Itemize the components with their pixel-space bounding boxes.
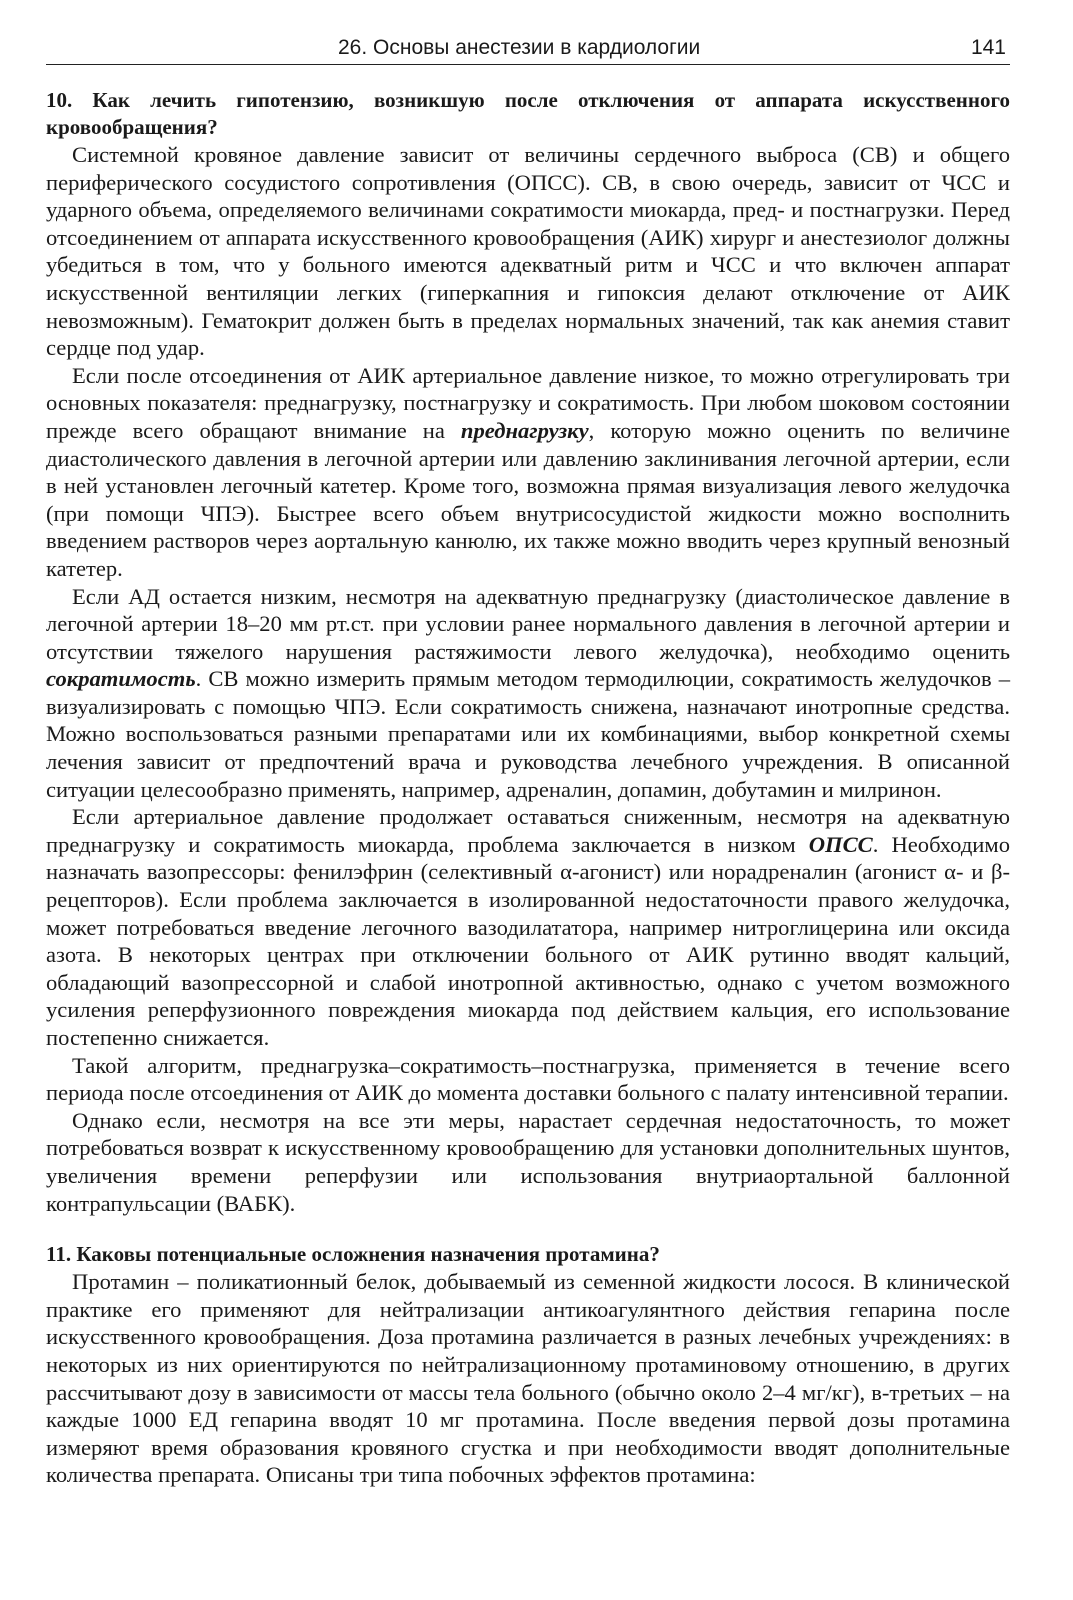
q11-paragraph-1: Протамин – поликатионный белок, добываемый из семенной жидкости лосося. В клинической практике его применяют для нейтрализации антикоагулянтного действия гепарина после искусственного кровообращения. Доза протамина различается в разных лечебных учреждениях: в некоторых из них ориентируются по нейтрализационному протаминовому отношению, в других рассчитывают дозу в зависимости от массы тела больного (обычно около 2–4 мг/кг), в-третьих – на каждые 1000 ЕД гепарина вводят 10 мг протамина. После введения первой дозы протамина измеряют время образования кровяного сгустка и при необходимости вводят дополнительные количества препарата. Описаны три типа побочных эффектов протамина: <box>46 1269 1010 1488</box>
term-contractility: сократимость <box>46 666 196 692</box>
page-number: 141 <box>970 36 1006 59</box>
q10-p2-text-a: Если после отсоединения от АИК артериальное давление низкое, то можно отрегулировать три основных показателя: преднагрузку, постнагрузку и сократимость. При любом шоковом состоянии прежде всего обращают внимание на <box>46 362 1010 443</box>
term-svr: ОПСС <box>808 831 873 857</box>
q10-paragraph-6: Однако если, несмотря на все эти меры, нарастает сердечная недостаточность, то может потребоваться возврат к искусственному кровообращению для установки дополнительных шунтов, увеличения времени реперфузии или использования внутриаортальной баллонной контрапульсации (ВАБК). <box>46 1107 1010 1216</box>
q10-p4-text-a: Если артериальное давление продолжает оставаться сниженным, несмотря на адекватную преднагрузку и сократимость миокарда, проблема заключается в низком <box>46 804 1010 857</box>
q10-paragraph-1: Системной кровяное давление зависит от величины сердечного выброса (СВ) и общего периферического сосудистого сопротивления (ОПСС). СВ, в свою очередь, зависит от ЧСС и ударного объема, определяемого величинами сократимости миокарда, пред- и постнагрузки. Перед отсоединением от аппарата искусственного кровообращения (АИК) хирург и анестезиолог должны убедиться в том, что у больного имеются адекватный ритм и ЧСС и что включен аппарат искусственной вентиляции легких (гиперкапния и гипоксия делают отключение от АИК невозможным). Гематокрит должен быть в пределах нормальных значений, так как анемия ставит сердце под удар. <box>46 142 1010 361</box>
running-head <box>46 30 1010 65</box>
q10-p3-text-a: Если АД остается низким, несмотря на адекватную преднагрузку (диастолическое давление в легочной артерии 18–20 мм рт.ст. при условии ранее нормального давления в легочной артерии и отсутствии тяжелого нарушения растяжимости левого желудочка), необходимо оценить <box>46 583 1010 664</box>
q10-paragraph-4 <box>46 803 1010 1051</box>
q10-p2-text-b: , которую можно оценить по величине диастолического давления в легочной артерии или давлению заклинивания легочной артерии, если в ней установлен легочный катетер. Кроме того, возможна прямая визуализация левого желудочка (при помощи ЧПЭ). Быстрее всего объем внутрисосудистой жидкости можно восполнить введением растворов через аортальную канюлю, их также можно вводить через крупный венозный катетер. <box>46 417 1011 581</box>
term-preload: преднагрузку <box>460 417 589 443</box>
q10-p3-text-b: . СВ можно измерить прямым методом термодилюции, сократимость желудочков – визуализировать с помощью ЧПЭ. Если сократимость снижена, назначают инотропные средства. Можно воспользоваться разными препаратами или их комбинациями, выбор конкретной схемы лечения зависит от предпочтений врача и руководства лечебного учреждения. В описанной ситуации целесообразно применять, например, адреналин, допамин, добутамин и милринон. <box>46 666 1010 802</box>
question-11-title: 11. Каковы потенциальные осложнения назначения протамина? <box>46 1242 660 1267</box>
book-page <box>46 30 1010 1489</box>
chapter-title: 26. Основы анестезии в кардиологии <box>338 36 701 59</box>
q10-paragraph-5: Такой алгоритм, преднагрузка–сократимость–постнагрузка, применяется в течение всего периода после отсоединения от АИК до момента доставки больного с палату интенсивной терапии. <box>46 1052 1010 1106</box>
q10-paragraph-2 <box>46 362 1010 583</box>
q10-paragraph-3 <box>46 583 1010 804</box>
q10-p4-text-b: . Необходимо назначать вазопрессоры: фенилэфрин (селективный α-агонист) или норадреналин (агонист α- и β-рецепторов). Если проблема заключается в изолированной недостаточности правого желудочка, может потребоваться введение легочного вазодилататора, например нитроглицерина или оксида азота. В некоторых центрах при отключении больного от АИК рутинно вводят кальций, обладающий вазопрессорной и слабой инотропной активностью, однако с учетом возможного усиления реперфузионного повреждения миокарда под действием кальция, его использование постепенно снижается. <box>46 831 1010 1050</box>
question-10-title: 10. Как лечить гипотензию, возникшую после отключения от аппарата искусственного кровообращения? <box>46 88 1010 139</box>
